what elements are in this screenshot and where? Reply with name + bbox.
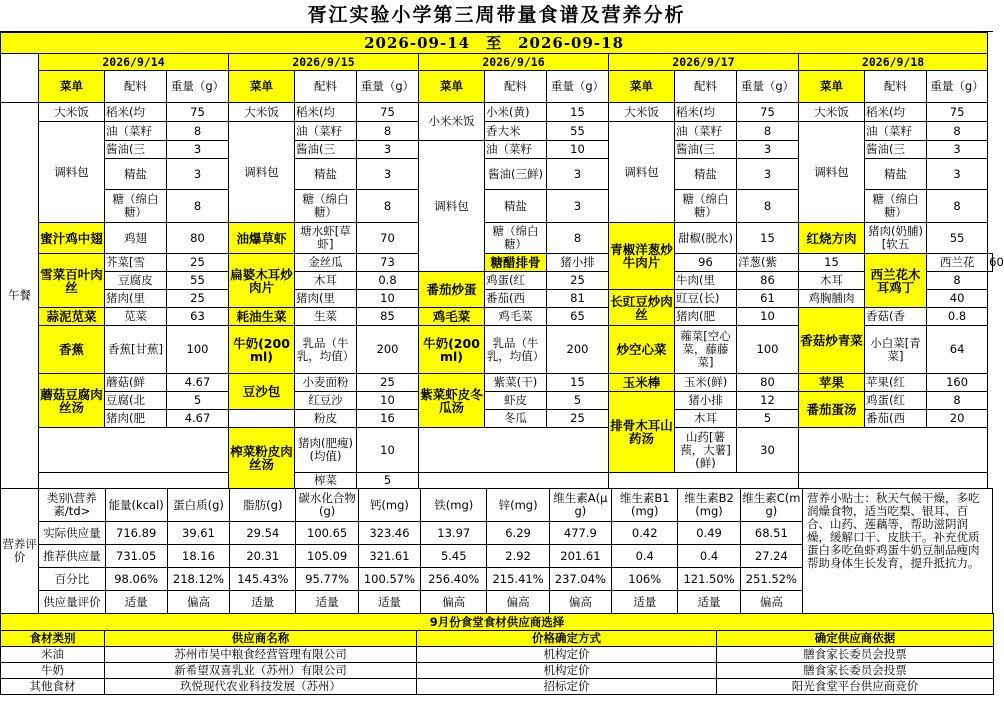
weight: 75 xyxy=(927,103,988,122)
weight: 3 xyxy=(927,141,988,159)
nutrient-value: 0.4 xyxy=(612,545,678,568)
ingredient: 油（菜籽 xyxy=(865,122,927,141)
ingredient: 鸡胸脯肉 xyxy=(799,290,865,308)
ingredient: 猪肉(肥 xyxy=(105,410,167,428)
ingredient: 猪肉(肥 xyxy=(675,308,737,326)
ingredient: 虾皮 xyxy=(485,392,547,410)
ingredient: 粉皮 xyxy=(295,410,357,428)
weight: 80 xyxy=(737,374,799,392)
ingredient: 生菜 xyxy=(295,308,357,326)
nutrient-value: 偏高 xyxy=(167,591,229,614)
col-header-dish: 菜单 xyxy=(229,71,295,103)
weight: 3 xyxy=(737,141,799,159)
weight: 30 xyxy=(737,428,799,473)
nutrient-header: 脂肪(g) xyxy=(230,489,296,522)
ingredient: 塘水虾[草虾] xyxy=(295,223,357,254)
nutrient-header: 碳水化合物(g) xyxy=(296,489,358,522)
supplier-header: 价格确定方式 xyxy=(417,631,717,647)
ingredient: 香大米 xyxy=(485,122,547,141)
nutrient-value: 218.12% xyxy=(167,568,229,591)
nutrient-value: 适量 xyxy=(358,591,420,614)
ingredient: 稻米(均 xyxy=(105,103,167,122)
weight: 5 xyxy=(167,392,229,410)
col-header-ing: 配料 xyxy=(865,71,927,103)
weight: 10 xyxy=(357,290,419,308)
ingredient: 苋菜 xyxy=(105,308,167,326)
dish-name: 大米饭 xyxy=(39,103,105,122)
day-date: 2026/9/14 xyxy=(39,54,229,71)
ingredient: 精盐 xyxy=(675,159,737,190)
dish-name: 红烧方肉 xyxy=(799,223,865,254)
weight: 4.67 xyxy=(167,410,229,428)
nutrient-header: 锌(mg) xyxy=(487,489,549,522)
weight: 3 xyxy=(927,159,988,190)
col-header-weight: 重量（g） xyxy=(547,71,609,103)
nutrient-value: 5.45 xyxy=(421,545,487,568)
row-label: 推荐供应量 xyxy=(39,545,105,568)
weight: 100 xyxy=(737,326,799,374)
ingredient: 香菇(香 xyxy=(865,308,927,326)
ingredient: 油（菜籽 xyxy=(485,141,547,159)
menu-table xyxy=(0,32,1004,489)
weight: 96 xyxy=(675,254,737,272)
ingredient: 榨菜 xyxy=(295,473,357,489)
nutrition-tip: 营养小贴士：秋天气候干燥，多吃润燥食物，适当吃梨、银耳、百合、山药、莲藕等，帮助滋阴润燥，缓解口干、皮肤干。补充优质蛋白多吃鱼虾鸡蛋牛奶豆制品瘦肉帮助身体生长发育，提升抵抗力。 xyxy=(803,489,993,614)
dish-name: 调料包 xyxy=(419,141,485,272)
weight: 8 xyxy=(927,122,988,141)
dish-name: 油爆草虾 xyxy=(229,223,295,254)
ingredient: 玉米(鲜) xyxy=(675,374,737,392)
weight: 0.8 xyxy=(927,308,988,326)
dish-name: 香菇炒青菜 xyxy=(799,308,865,374)
weight: 64 xyxy=(927,326,988,374)
nutrient-value: 18.16 xyxy=(167,545,229,568)
weight: 5 xyxy=(737,410,799,428)
nutrient-value: 716.89 xyxy=(105,522,167,545)
ingredient: 蘑菇(鲜 xyxy=(105,374,167,392)
col-header-dish: 菜单 xyxy=(609,71,675,103)
supplier-cell: 机构定价 xyxy=(417,663,717,679)
ingredient: 豆腐皮 xyxy=(105,272,167,290)
weight: 10 xyxy=(737,308,799,326)
ingredient: 猪肉(奶脯)[软五 xyxy=(865,223,927,254)
ingredient: 小米(黄) xyxy=(485,103,547,122)
nutrient-header: 维生素C(mg) xyxy=(740,489,802,522)
dish-name: 扁婆木耳炒肉片 xyxy=(229,254,295,308)
nutrient-header: 蛋白质(g) xyxy=(167,489,229,522)
supplier-cell: 新希望双喜乳业（苏州）有限公司 xyxy=(105,663,417,679)
weight: 70 xyxy=(357,223,419,254)
ingredient: 猪肉(肥瘦)(均值) xyxy=(295,428,357,473)
ingredient: 乳品（牛乳，均值） xyxy=(485,326,547,374)
weight: 25 xyxy=(547,410,609,428)
dish-name: 长豇豆炒肉丝 xyxy=(609,290,675,326)
weight: 55 xyxy=(547,122,609,141)
nutrient-header: 能量(kcal) xyxy=(105,489,167,522)
ingredient: 豇豆(长) xyxy=(675,290,737,308)
dish-name: 大米饭 xyxy=(229,103,295,122)
supplier-cell: 机构定价 xyxy=(417,647,717,663)
nutrient-value: 偏高 xyxy=(421,591,487,614)
nutrient-value: 145.43% xyxy=(230,568,296,591)
weight: 12 xyxy=(737,392,799,410)
nutrient-value: 适量 xyxy=(230,591,296,614)
dish-name: 排骨木耳山药汤 xyxy=(609,392,675,473)
weight: 25 xyxy=(357,374,419,392)
weight: 86 xyxy=(737,272,799,290)
weight: 25 xyxy=(167,290,229,308)
ingredient: 精盐 xyxy=(865,159,927,190)
dish-name: 大米饭 xyxy=(609,103,675,122)
ingredient: 小白菜[青菜] xyxy=(865,326,927,374)
col-header-ing: 配料 xyxy=(485,71,547,103)
supplier-cell: 阳光食堂平台供应商竞价 xyxy=(717,679,994,695)
page-title: 胥江实验小学第三周带量食谱及营养分析 xyxy=(0,0,993,32)
ingredient: 糖（绵白糖） xyxy=(865,190,927,223)
day-date: 2026/9/18 xyxy=(799,54,988,71)
nutrient-value: 100.57% xyxy=(358,568,420,591)
nutrient-value: 731.05 xyxy=(105,545,167,568)
dish-name: 蜜汁鸡中翅 xyxy=(39,223,105,254)
dish-name: 青椒洋葱炒牛肉片 xyxy=(609,223,675,290)
weight: 65 xyxy=(547,308,609,326)
col-header-weight: 重量（g） xyxy=(357,71,419,103)
weight: 8 xyxy=(737,122,799,141)
weight: 16 xyxy=(357,410,419,428)
nutrient-value: 6.29 xyxy=(487,522,549,545)
empty-cell xyxy=(799,473,988,489)
nutrient-value: 256.40% xyxy=(421,568,487,591)
ingredient: 番茄(西 xyxy=(485,290,547,308)
row-label: 供应量评价 xyxy=(39,591,105,614)
row-label: 百分比 xyxy=(39,568,105,591)
nutrient-value: 215.41% xyxy=(487,568,549,591)
supplier-title: 9月份食堂食材供应商选择 xyxy=(1,614,994,631)
weight: 3 xyxy=(357,159,419,190)
weight: 75 xyxy=(737,103,799,122)
ingredient: 精盐 xyxy=(105,159,167,190)
ingredient: 糖（绵白糖） xyxy=(485,223,547,254)
nutrient-value: 477.9 xyxy=(549,522,611,545)
dish-name: 番茄炒蛋 xyxy=(419,272,485,308)
ingredient: 紫菜(干) xyxy=(485,374,547,392)
col-header-dish: 菜单 xyxy=(39,71,105,103)
ingredient: 稻米(均 xyxy=(675,103,737,122)
nutrient-value: 237.04% xyxy=(549,568,611,591)
ingredient: 芥菜[雪 xyxy=(105,254,167,272)
nutrient-value: 20.31 xyxy=(230,545,296,568)
weight: 10 xyxy=(357,392,419,410)
dish-name xyxy=(229,410,295,428)
col-header-weight: 重量（g） xyxy=(167,71,229,103)
weight: 8 xyxy=(927,392,988,410)
ingredient: 香蕉[甘蕉] xyxy=(105,326,167,374)
nutrient-header: 维生素A(μg) xyxy=(549,489,611,522)
weight: 63 xyxy=(167,308,229,326)
ingredient: 木耳 xyxy=(799,272,865,290)
dish-name: 苹果 xyxy=(799,374,865,392)
weight: 10 xyxy=(357,428,419,473)
ingredient: 鸡翅 xyxy=(105,223,167,254)
weight: 3 xyxy=(547,159,609,190)
nutrient-value: 适量 xyxy=(612,591,678,614)
ingredient: 鸡蛋(红 xyxy=(485,272,547,290)
nutrition-table xyxy=(0,488,993,614)
weight: 55 xyxy=(927,223,988,254)
ingredient: 鸡蛋(红 xyxy=(865,392,927,410)
ingredient: 木耳 xyxy=(295,272,357,290)
nutrient-value: 0.4 xyxy=(678,545,740,568)
weight: 4.67 xyxy=(167,374,229,392)
supplier-table xyxy=(0,613,994,695)
col-header-ing: 配料 xyxy=(675,71,737,103)
weight: 8 xyxy=(357,122,419,141)
dish-name: 西兰花木耳鸡丁 xyxy=(865,254,927,308)
dish-name: 玉米棒 xyxy=(609,374,675,392)
weight: 10 xyxy=(547,141,609,159)
nutrient-header: 维生素B2(mg) xyxy=(678,489,740,522)
weight: 3 xyxy=(167,141,229,159)
nutrient-value: 偏高 xyxy=(487,591,549,614)
weight: 5 xyxy=(357,473,419,489)
weight: 200 xyxy=(357,326,419,374)
supplier-cell: 苏州市吴中粮食经营管理有限公司 xyxy=(105,647,417,663)
weight: 160 xyxy=(927,374,988,392)
date-range: 2026-09-14 至 2026-09-18 xyxy=(1,33,988,54)
dish-name: 鸡毛菜 xyxy=(419,308,485,326)
dish-name: 蒜泥苋菜 xyxy=(39,308,105,326)
empty-cell xyxy=(799,428,988,473)
supplier-cell: 玖悦现代农业科技发展（苏州） xyxy=(105,679,417,695)
weight: 25 xyxy=(547,272,609,290)
ingredient: 番茄(西 xyxy=(865,410,927,428)
ingredient: 油（菜籽 xyxy=(675,122,737,141)
weight: 8 xyxy=(927,190,988,223)
dish-name: 调料包 xyxy=(39,122,105,223)
ingredient: 精盐 xyxy=(485,190,547,223)
weight: 61 xyxy=(737,290,799,308)
nutrient-value: 0.49 xyxy=(678,522,740,545)
ingredient: 稻米(均 xyxy=(295,103,357,122)
weight: 8 xyxy=(737,190,799,223)
nutrition-side-label: 营养评价 xyxy=(1,489,39,614)
col-header-ing: 配料 xyxy=(105,71,167,103)
ingredient: 糖（绵白糖） xyxy=(105,190,167,223)
dish-name: 榨菜粉皮肉丝汤 xyxy=(229,428,295,489)
ingredient: 酱油(三 xyxy=(105,141,167,159)
weight: 75 xyxy=(167,103,229,122)
weight: 8 xyxy=(167,122,229,141)
nutrient-value: 121.50% xyxy=(678,568,740,591)
ingredient: 油（菜籽 xyxy=(105,122,167,141)
weight: 15 xyxy=(547,103,609,122)
ingredient: 小麦面粉 xyxy=(295,374,357,392)
nutrient-value: 0.42 xyxy=(612,522,678,545)
nutrient-value: 105.09 xyxy=(296,545,358,568)
dish-name: 调料包 xyxy=(799,122,865,223)
weight: 8 xyxy=(927,272,988,290)
weight: 100 xyxy=(167,326,229,374)
weight: 3 xyxy=(547,190,609,223)
dish-name: 雪菜百叶肉丝 xyxy=(39,254,105,308)
day-date: 2026/9/16 xyxy=(419,54,609,71)
dish-name: 牛奶(200ml) xyxy=(229,326,295,374)
nutrient-value: 偏高 xyxy=(740,591,802,614)
weight: 81 xyxy=(547,290,609,308)
weight: 5 xyxy=(547,392,609,410)
supplier-header: 确定供应商依据 xyxy=(717,631,994,647)
empty-cell xyxy=(419,473,609,489)
weight: 40 xyxy=(927,290,988,308)
weight: 80 xyxy=(167,223,229,254)
ingredient: 油（菜籽 xyxy=(295,122,357,141)
dish-name: 香蕉 xyxy=(39,326,105,374)
dish-name: 紫菜虾皮冬瓜汤 xyxy=(419,374,485,428)
empty-cell xyxy=(39,473,229,489)
ingredient: 猪肉(里 xyxy=(295,290,357,308)
dish-name: 耗油生菜 xyxy=(229,308,295,326)
ingredient: 红豆沙 xyxy=(295,392,357,410)
weight: 73 xyxy=(357,254,419,272)
supplier-cell: 其他食材 xyxy=(1,679,105,695)
weight: 85 xyxy=(357,308,419,326)
dish-name: 小米米饭 xyxy=(419,103,485,141)
supplier-cell: 膳食家长委员会投票 xyxy=(717,647,994,663)
weight: 8 xyxy=(357,190,419,223)
weight: 8 xyxy=(547,223,609,254)
nutrient-value: 39.61 xyxy=(167,522,229,545)
col-header-ing: 配料 xyxy=(295,71,357,103)
supplier-header: 供应商名称 xyxy=(105,631,417,647)
ingredient: 糖（绵白糖） xyxy=(675,190,737,223)
ingredient: 苹果(红 xyxy=(865,374,927,392)
nutrient-value: 适量 xyxy=(296,591,358,614)
col-header-weight: 重量（g） xyxy=(927,71,988,103)
dish-name: 番茄蛋汤 xyxy=(799,392,865,428)
ingredient: 猪小排 xyxy=(547,254,609,272)
supplier-cell: 牛奶 xyxy=(1,663,105,679)
dish-name: 调料包 xyxy=(609,122,675,223)
ingredient: 牛肉(里 xyxy=(675,272,737,290)
day-date: 2026/9/15 xyxy=(229,54,419,71)
nutrient-header: 钙(mg) xyxy=(358,489,420,522)
weight: 0.8 xyxy=(357,272,419,290)
col-header-dish: 菜单 xyxy=(799,71,865,103)
ingredient: 稻米(均 xyxy=(865,103,927,122)
nutrient-value: 100.65 xyxy=(296,522,358,545)
weight: 55 xyxy=(167,272,229,290)
weight: 3 xyxy=(737,159,799,190)
weight: 15 xyxy=(799,254,865,272)
ingredient: 酱油(三 xyxy=(675,141,737,159)
weight: 60 xyxy=(988,254,993,272)
nutrient-value: 95.77% xyxy=(296,568,358,591)
supplier-header: 食材类别 xyxy=(1,631,105,647)
ingredient: 甜椒(脱水) xyxy=(675,223,737,254)
ingredient: 西兰花 xyxy=(927,254,988,272)
ingredient: 酱油(三 xyxy=(865,141,927,159)
nutrient-value: 98.06% xyxy=(105,568,167,591)
row-label: 实际供应量 xyxy=(39,522,105,545)
ingredient: 精盐 xyxy=(295,159,357,190)
nutrient-value: 323.46 xyxy=(358,522,420,545)
nutrient-header: 维生素B1(mg) xyxy=(612,489,678,522)
nutrient-value: 2.92 xyxy=(487,545,549,568)
weight: 3 xyxy=(357,141,419,159)
ingredient: 冬瓜 xyxy=(485,410,547,428)
nutrient-value: 13.97 xyxy=(421,522,487,545)
dish-name: 糖醋排骨 xyxy=(485,254,547,272)
supplier-cell: 招标定价 xyxy=(417,679,717,695)
col-header-weight: 重量（g） xyxy=(737,71,799,103)
dish-name: 炒空心菜 xyxy=(609,326,675,374)
dish-name: 大米饭 xyxy=(799,103,865,122)
nutrient-value: 适量 xyxy=(105,591,167,614)
nutrient-header: 铁(mg) xyxy=(421,489,487,522)
weight: 15 xyxy=(737,223,799,254)
empty-cell xyxy=(609,473,799,489)
dish-name: 牛奶(200ml) xyxy=(419,326,485,374)
ingredient: 山药[薯蓣，大薯](鲜) xyxy=(675,428,737,473)
weight: 75 xyxy=(357,103,419,122)
ingredient: 蕹菜[空心菜，藤藤菜] xyxy=(675,326,737,374)
ingredient: 洋葱(紫 xyxy=(737,254,799,272)
ingredient: 糖（绵白糖） xyxy=(295,190,357,223)
ingredient: 木耳 xyxy=(675,410,737,428)
day-date: 2026/9/17 xyxy=(609,54,799,71)
weight: 8 xyxy=(167,190,229,223)
dish-name: 蘑菇豆腐肉丝汤 xyxy=(39,374,105,428)
nutrient-header-first: 类别\营养素/td> xyxy=(39,489,105,522)
ingredient: 鸡毛菜 xyxy=(485,308,547,326)
meal-label: 午餐 xyxy=(1,103,39,489)
dish-name: 豆沙包 xyxy=(229,374,295,410)
weight: 3 xyxy=(167,159,229,190)
empty-cell xyxy=(419,428,609,473)
nutrient-value: 27.24 xyxy=(740,545,802,568)
ingredient: 酱油(三鲜) xyxy=(485,159,547,190)
nutrient-value: 68.51 xyxy=(740,522,802,545)
nutrient-value: 适量 xyxy=(678,591,740,614)
ingredient: 豆腐(北 xyxy=(105,392,167,410)
supplier-cell: 米油 xyxy=(1,647,105,663)
corner-cell xyxy=(1,54,39,103)
nutrient-value: 偏高 xyxy=(549,591,611,614)
nutrient-value: 321.61 xyxy=(358,545,420,568)
col-header-dish: 菜单 xyxy=(419,71,485,103)
nutrient-value: 251.52% xyxy=(740,568,802,591)
weight: 15 xyxy=(547,374,609,392)
ingredient: 金丝瓜 xyxy=(295,254,357,272)
ingredient: 乳品（牛乳，均值） xyxy=(295,326,357,374)
nutrient-value: 106% xyxy=(612,568,678,591)
nutrient-value: 201.61 xyxy=(549,545,611,568)
nutrient-value: 29.54 xyxy=(230,522,296,545)
ingredient: 猪肉(里 xyxy=(105,290,167,308)
weight: 200 xyxy=(547,326,609,374)
dish-name: 调料包 xyxy=(229,122,295,223)
ingredient: 酱油(三 xyxy=(295,141,357,159)
weight: 20 xyxy=(927,410,988,428)
ingredient: 猪小排 xyxy=(675,392,737,410)
empty-cell xyxy=(39,428,229,473)
weight: 25 xyxy=(167,254,229,272)
supplier-cell: 膳食家长委员会投票 xyxy=(717,663,994,679)
